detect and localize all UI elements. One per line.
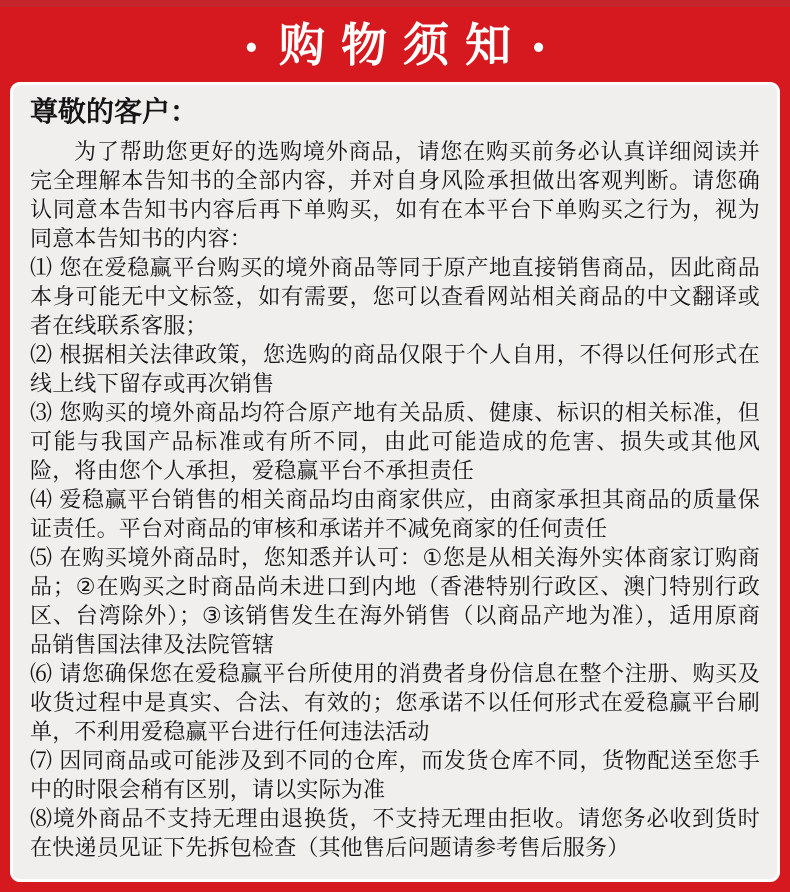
notice-item-1: ⑴ 您在爱稳赢平台购买的境外商品等同于原产地直接销售商品，因此商品本身可能无中文标签，如有需要，您可以查看网站相关商品的中文翻译或者在线联系客服； (30, 254, 760, 338)
notice-item-3: ⑶ 您购买的境外商品均符合原产地有关品质、健康、标识的相关标准，但可能与我国产品标准或有所不同，由此可能造成的危害、损失或其他风险，将由您个人承担，爱稳赢平台不承担责任 (30, 399, 760, 483)
notice-item-7: ⑺ 因同商品或可能涉及到不同的仓库，而发货仓库不同，货物配送至您手中的时限会稍有区别，请以实际为准 (30, 747, 760, 802)
top-stripe (0, 0, 790, 7)
intro-paragraph: 为了帮助您更好的选购境外商品，请您在购买前务必认真详细阅读并完全理解本告知书的全部内容，并对自身风险承担做出客观判断。请您确认同意本告知书内容后再下单购买，如有在本平台下单购买之行为，视为同意本告知书的内容： (30, 138, 760, 251)
notice-item-4: ⑷ 爱稳赢平台销售的相关商品均由商家供应，由商家承担其商品的质量保证责任。平台对商品的审核和承诺并不减免商家的任何责任 (30, 486, 760, 541)
greeting-heading: 尊敬的客户： (30, 96, 199, 127)
notice-item-8: ⑻境外商品不支持无理由退换货，不支持无理由拒收。请您务必收到货时在快递员见证下先拆包检查（其他售后问题请参考售后服务） (30, 805, 760, 860)
notice-item-5: ⑸ 在购买境外商品时，您知悉并认可：①您是从相关海外实体商家订购商品；②在购买之时商品尚未进口到内地（香港特别行政区、澳门特别行政区、台湾除外）；③该销售发生在海外销售（以商品产地为准），适用原商品销售国法律及法院管辖 (30, 544, 760, 657)
notice-card (10, 82, 780, 882)
notice-item-2: ⑵ 根据相关法律政策，您选购的商品仅限于个人自用，不得以任何形式在线上线下留存或再次销售 (30, 341, 760, 396)
title-bullet-left-icon: • (245, 28, 257, 65)
notice-body (30, 137, 760, 862)
page-header (0, 7, 790, 82)
notice-item-6: ⑹ 请您确保您在爱稳赢平台所使用的消费者身份信息在整个注册、购买及收货过程中是真实、合法、有效的；您承诺不以任何形式在爱稳赢平台刷单，不利用爱稳赢平台进行任何违法活动 (30, 660, 760, 744)
page-title: 购物须知 (279, 18, 527, 71)
title-bullet-right-icon: • (533, 28, 545, 65)
